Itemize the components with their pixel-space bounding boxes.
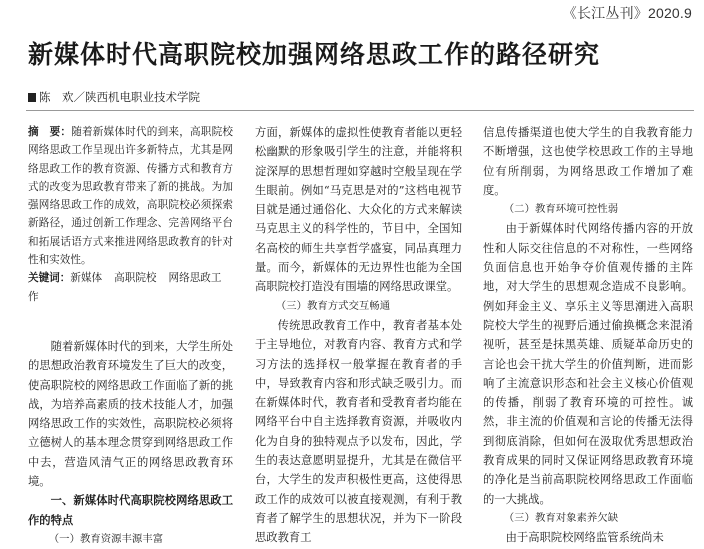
subsection-heading: （三）教育对象素养欠缺 — [503, 511, 619, 524]
keyword: 网络思政工作 — [28, 272, 222, 303]
section-gap — [28, 306, 233, 337]
body-paragraph: 信息传播渠道也使大学生的自我教育能力不断增强，这也使学校思政工作的主导地位有所削弱，为网络思政工作增加了难度。 — [483, 126, 693, 197]
section-heading-1: 一、新媒体时代高职院校网络思政工作的特点 — [28, 494, 233, 527]
keywords-label: 关键词： — [28, 272, 71, 285]
body-paragraph: 由于新媒体时代网络传播内容的开放性和人际交往信息的不对称性，一些网络负面信息也开始争夺价值观传播的主阵地，对大学生的思想观念造成不良影响。例如拜金主义、享乐主义等思潮进入高职院校大学生的视野后通过偷换概念来混淆视听，甚至是抹黑英雄、质疑革命历史的言论也会干扰大学生的价值判断，进而影响了主流意识形态和社会主义核心价值观的传播，削弱了教育环境的可控性。诚然，非主流的价值观和言论的传播无法得到彻底消除，但如何在汲取优秀思想政治教育成果的同时又保证网络思政教育环境的净化是当前高职院校网络思政工作面临的一大挑战。 — [483, 222, 693, 506]
body-paragraph: 方面，新媒体的虚拟性使教育者能以更轻松幽默的形象吸引学生的注意，并能将积淀深厚的思想哲理如穿越时空般呈现在学生眼前。例如“马克思是对的”这档电视节目就是通过通俗化、大众化的方式来解读马克思主义的科学性的，节目中，全国知名高校的师生共享哲学盛宴，同品真理力量。而今，新媒体的无边界性也能为全国高职院校打造没有围墙的网络思政课堂。 — [255, 126, 462, 294]
author-line — [28, 89, 200, 105]
author-marker-icon — [28, 93, 36, 102]
subsection-heading: （三）教育方式交互畅通 — [275, 299, 391, 312]
intro-paragraph: 随着新媒体时代的到来，大学生所处的思想政治教育环境发生了巨大的改变，使高职院校的网络思政工作面临了新的挑战，为培养高素质的技术技能人才，加强网络思政工作的实效性，高职院校必须将立德树人的基本理念贯穿到网络思政工作中去，营造风清气正的网络思政教育环境。 — [28, 339, 233, 489]
subsection-heading: （二）教育环境可控性弱 — [503, 203, 619, 216]
article-title: 新媒体时代高职院校加强网络思政工作的路径研究 — [28, 40, 601, 69]
author-name: 陈 欢／陕西机电职业技术学院 — [39, 90, 200, 104]
body-paragraph: 由于高职院校网络监管系统尚未 — [505, 531, 664, 545]
header-divider — [26, 110, 694, 111]
journal-issue: 《长江丛刊》2020.9 — [562, 5, 692, 21]
body-paragraph: 传统思政教育工作中，教育者基本处于主导地位，对教育内容、教育方式和学习方法的选择权一般掌握在教育者的手中，导致教育内容和形式缺乏吸引力。而在新媒体时代，教育者和受教育者均能在网络平台中自主选择教育资源，并吸收内化为自身的独特观点予以发布，因此，学生的表达意愿明显提升，尤其是在微信平台，大学生的发声积极性更高，这使得思政工作的成效可以被直接观测，有利于教育者了解学生的思想状况，并为下一阶段思政教育工 — [255, 318, 462, 545]
abstract-label: 摘 要： — [28, 126, 72, 138]
column-2 — [255, 123, 462, 545]
keyword: 新媒体 — [70, 272, 103, 285]
keywords — [28, 269, 233, 306]
keyword: 高职院校 — [114, 272, 157, 285]
abstract-text: 随着新媒体时代的到来，高职院校网络思政工作呈现出许多新特点，尤其是网络思政工作的教育资源、传播方式和教育方式的改变为思政教育带来了新的挑战。为加强网络思政工作的成效，高职院校必须探索新路径，通过创新工作理念、完善网络平台和拓展话语方式来推进网络思政教育的针对性和实效性。 — [28, 126, 234, 267]
column-1 — [28, 123, 234, 545]
abstract — [28, 123, 233, 269]
column-3 — [483, 123, 693, 545]
subsection-heading: （一）教育资源丰源丰富 — [48, 532, 164, 545]
